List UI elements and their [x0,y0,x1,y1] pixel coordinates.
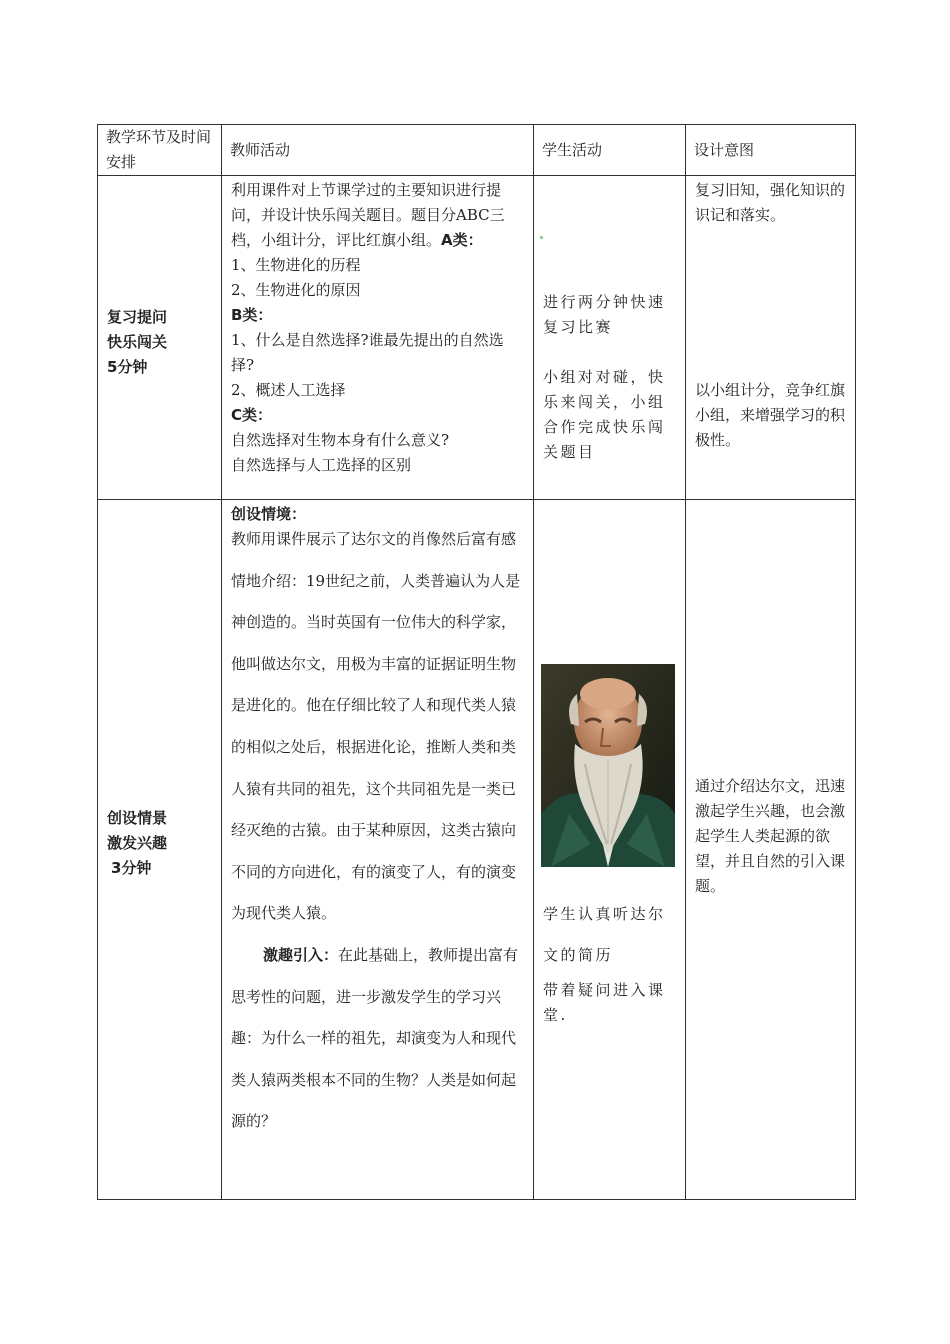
review-student-cell [534,176,686,500]
category-c-item: 自然选择对生物本身有什么意义? [231,431,450,449]
header-cell-intent [686,125,856,176]
category-b-item: 1、什么是自然选择?谁最先提出的自然选择? [231,331,504,374]
student-activity-text: 进行两分钟快速复习比赛 [543,293,666,336]
category-c-label: C类： [231,406,273,424]
bullet-mark-icon [540,236,543,239]
scene-label: 创设情境： [231,505,307,523]
intro-stage-line: 创设情景 [107,809,168,827]
intro-intent: 通过介绍达尔文，迅速激起学生兴趣，也会激起学生人类起源的欲望，并且自然的引入课题。 [695,777,846,895]
category-a-item: 2、生物进化的原因 [231,281,361,299]
lead-label: 激趣引入： [263,945,339,964]
student-activity-text: 带着疑问进入课堂. [543,981,666,1024]
review-stage-line: 5分钟 [107,358,148,376]
header-cell-teacher [222,125,534,176]
review-intent [686,176,855,453]
lead-text: 在此基础上，教师提出富有思考性的问题，进一步激发学生的学习兴趣：为什么一样的祖先，却演变为人和现代类人猿两类根本不同的生物？人类是如何起源的？ [231,945,519,1131]
darwin-portrait-icon [541,664,675,867]
review-stage-line: 快乐闯关 [107,333,168,351]
intro-teacher-cell [222,500,534,1200]
review-teacher-cell [222,176,534,500]
category-b-label: B类： [231,306,273,324]
review-row [98,176,856,500]
scene-text: 教师用课件展示了达尔文的肖像然后富有感情地介绍：19世纪之前，人类普遍认为人是神创造的。当时英国有一位伟大的科学家，他叫做达尔文，用极为丰富的证据证明生物是进化的。他在仔细比较了人和现代类人猿的相似之处后，根据进化论，推断人类和类人猿有共同的祖先，这个共同祖先是一类已经灭绝的古猿。由于某种原因，这类古猿向不同的方向进化，有的演变了人，有的演变为现代类人猿。 [231,530,521,923]
category-b-item: 2、概述人工选择 [231,381,346,399]
intro-teacher-activity [222,500,533,1143]
header-teacher-label: 教师活动 [230,140,291,159]
student-activity-text: 小组对对碰，快乐来闯关，小组合作完成快乐闯关题目 [543,368,666,461]
student-activity-text: 学生认真听达尔文的简历 [543,905,666,964]
header-stage-label: 教学环节及时间安排 [106,128,212,171]
review-stage-cell [98,176,222,500]
lesson-plan-table [97,124,856,1200]
intro-stage-cell [98,500,222,1200]
intro-stage-line: 3分钟 [111,859,152,877]
intent-text: 复习旧知，强化知识的识记和落实。 [695,181,846,224]
intro-intent-cell [686,500,856,1200]
review-stage-line: 复习提问 [107,308,168,326]
review-intro-text: 利用课件对上节课学过的主要知识进行提问，并设计快乐闯关题目。题目分ABC三档，小组计分，评比红旗小组。 [231,181,505,249]
review-intent-cell [686,176,856,500]
review-stage [98,305,221,380]
intro-row [98,500,856,1200]
review-teacher-activity [222,176,533,478]
header-student-label: 学生活动 [542,140,603,159]
category-c-item: 自然选择与人工选择的区别 [231,456,412,474]
intro-stage [98,806,221,881]
intro-stage-line: 激发兴趣 [107,834,168,852]
category-a-label: A类： [441,231,483,249]
header-cell-student [534,125,686,176]
intent-text: 以小组计分，竞争红旗小组，来增强学习的积极性。 [695,381,846,449]
category-a-item: 1、生物进化的历程 [231,256,361,274]
review-student-activity [534,176,685,465]
header-row [98,125,856,176]
header-intent-label: 设计意图 [694,140,755,159]
header-cell-stage [98,125,222,176]
